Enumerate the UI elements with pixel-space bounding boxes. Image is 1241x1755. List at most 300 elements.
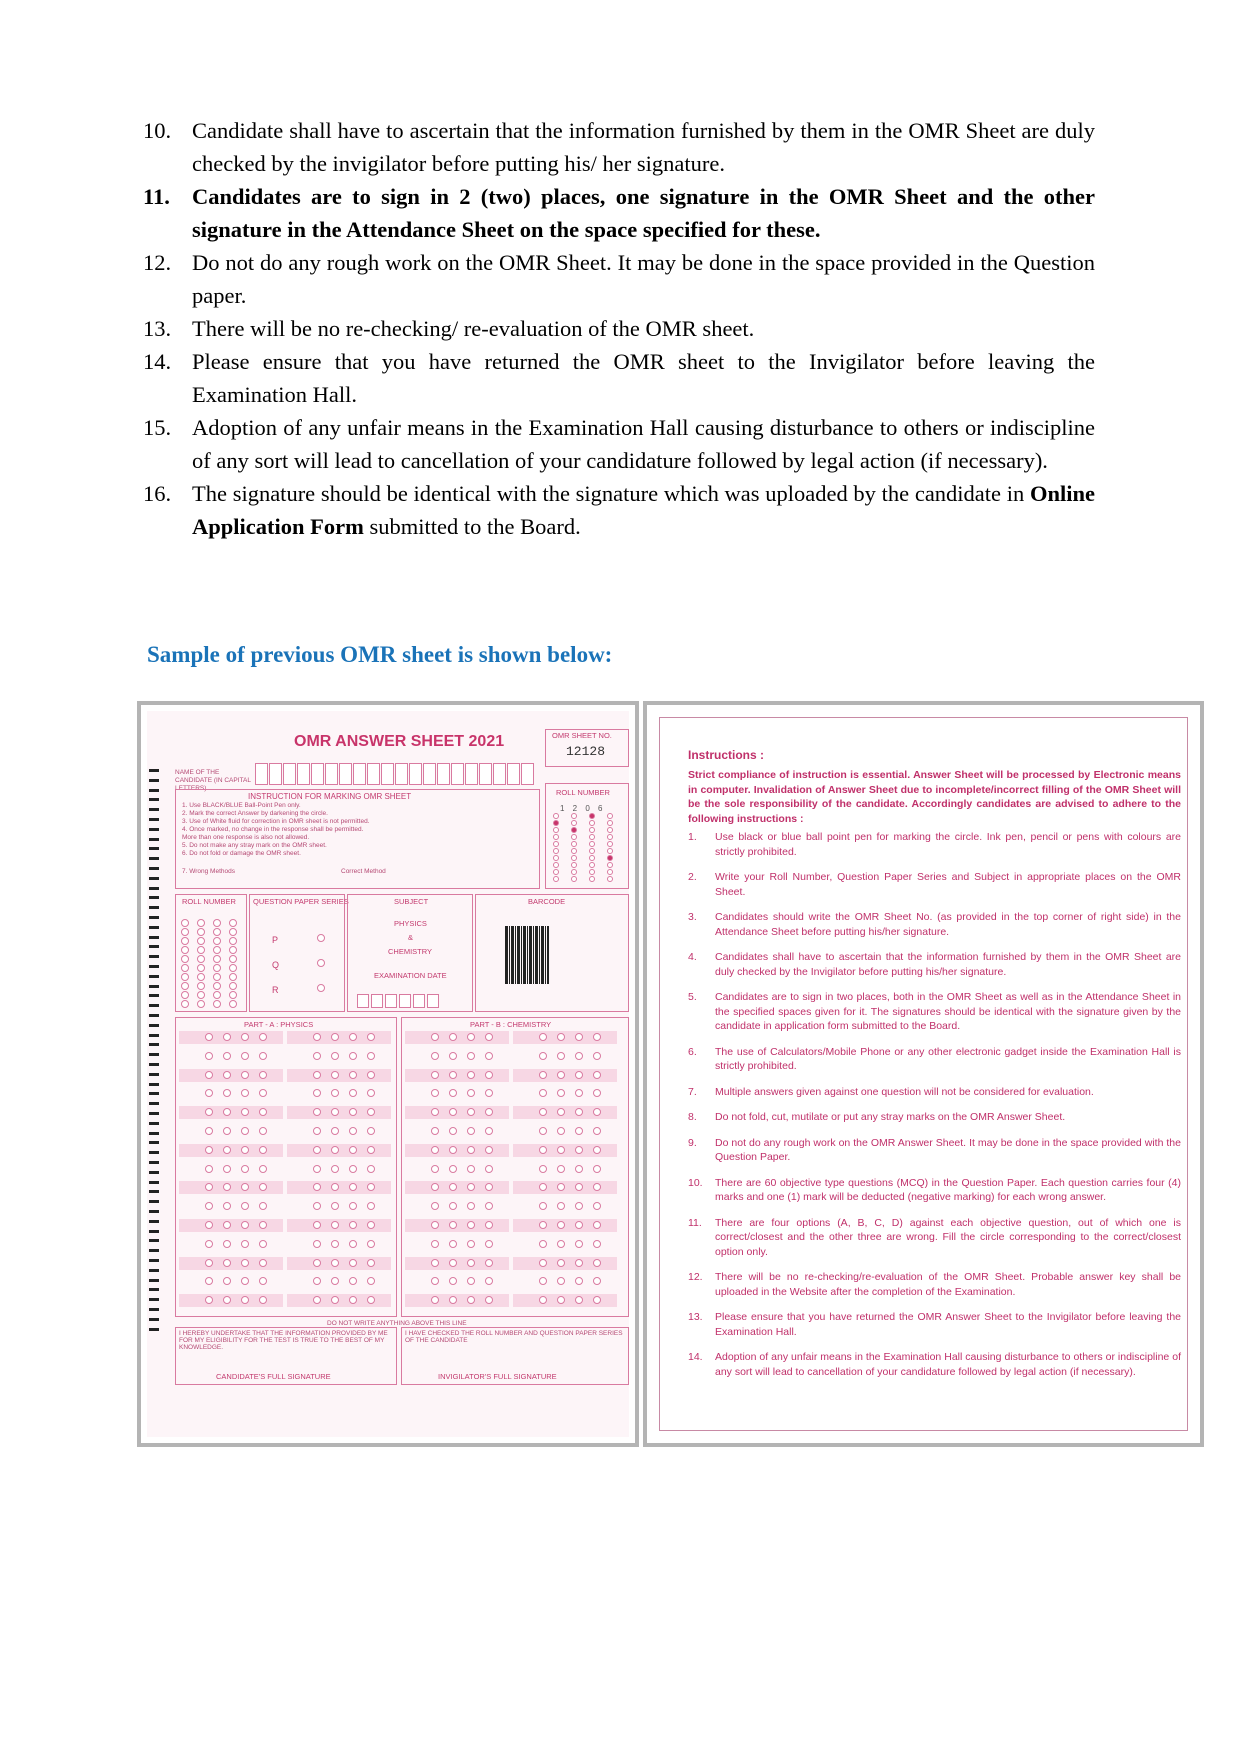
answer-bubble — [467, 1146, 475, 1154]
name-letter-box — [255, 763, 268, 785]
name-letter-box — [325, 763, 338, 785]
barcode-stripe — [509, 926, 510, 984]
answer-row-band — [405, 1069, 509, 1082]
answer-bubble — [485, 1052, 493, 1060]
timing-mark — [149, 1279, 159, 1282]
timing-mark — [149, 1318, 159, 1321]
subject-line: & — [408, 933, 414, 942]
answer-bubble — [467, 1052, 475, 1060]
answer-bubble — [349, 1071, 357, 1079]
marking-instructions-heading: INSTRUCTION FOR MARKING OMR SHEET — [248, 792, 412, 801]
instruction-text-part: submitted to the Board. — [363, 514, 581, 539]
instruction-item-11 — [143, 180, 1095, 246]
answer-bubble — [331, 1240, 339, 1248]
answer-bubble — [349, 1052, 357, 1060]
instruction-item-13 — [143, 312, 1095, 345]
answer-bubble — [431, 1221, 439, 1229]
name-letter-box — [269, 763, 282, 785]
roll-number-bubble — [213, 955, 221, 963]
roll-number-bubble — [213, 937, 221, 945]
answer-bubble — [431, 1240, 439, 1248]
answer-bubble — [223, 1127, 231, 1135]
series-bubble — [317, 959, 325, 967]
marking-instruction-line: 4. Once marked, no change in the response shall be permitted. — [182, 826, 364, 833]
timing-mark — [149, 1132, 159, 1135]
omr-instruction-text: There will be no re-checking/re-evaluation of the OMR Sheet. Probable answer key shall be uploaded in the Website after the completion of the Examination. — [715, 1271, 1181, 1298]
answer-row-band — [287, 1219, 391, 1232]
answer-bubble — [367, 1221, 375, 1229]
roll-example-bubble — [553, 834, 559, 840]
timing-mark — [149, 1073, 159, 1076]
roll-example-bubble — [607, 862, 613, 868]
answer-bubble — [241, 1052, 249, 1060]
timing-mark — [149, 1102, 159, 1105]
timing-mark — [149, 1239, 159, 1242]
answer-row-band — [287, 1144, 391, 1157]
barcode-box — [475, 894, 629, 1012]
answer-bubble — [259, 1071, 267, 1079]
instruction-item-15 — [143, 411, 1095, 477]
answer-bubble — [593, 1221, 601, 1229]
answer-bubble — [241, 1127, 249, 1135]
answer-bubble — [205, 1165, 213, 1173]
answer-bubble — [349, 1165, 357, 1173]
barcode-stripe — [521, 926, 522, 984]
omr-instruction-text: There are four options (A, B, C, D) against each objective question, out of which one is correct/closest and the other three are wrong. Fill the circle corresponding to the correct/closest option only. — [715, 1216, 1181, 1258]
wrong-methods-label: 7. Wrong Methods — [182, 868, 235, 875]
omr-instruction-text: Please ensure that you have returned the OMR Answer Sheet to the Invigilator before leaving the Examination Hall. — [715, 1311, 1181, 1338]
answer-bubble — [539, 1259, 547, 1267]
answer-bubble — [593, 1052, 601, 1060]
answer-bubble — [349, 1033, 357, 1041]
answer-bubble — [367, 1259, 375, 1267]
name-letter-box — [507, 763, 520, 785]
omr-instruction-text: Candidates should write the OMR Sheet No. (as provided in the top corner of right side) in the Attendance Sheet before putting his/her signature. — [715, 911, 1181, 938]
answer-bubble — [259, 1127, 267, 1135]
answer-bubble — [485, 1146, 493, 1154]
omr-instruction-number: 7. — [688, 1085, 697, 1098]
answer-bubble — [557, 1259, 565, 1267]
instruction-number: 15. — [143, 415, 172, 440]
omr-instruction-item — [688, 1110, 1181, 1125]
answer-bubble — [331, 1071, 339, 1079]
answer-row-band — [179, 1069, 283, 1082]
answer-bubble — [241, 1071, 249, 1079]
instruction-number: 14. — [143, 349, 172, 374]
instruction-text: Candidate shall have to ascertain that the information furnished by them in the OMR Sheet are duly checked by the invigilator before putting his/ her signature. — [192, 118, 1095, 176]
timing-mark — [149, 847, 159, 850]
roll-example-bubble — [607, 813, 613, 819]
answer-row-band — [179, 1106, 283, 1119]
answer-bubble — [205, 1240, 213, 1248]
timing-mark — [149, 857, 159, 860]
timing-mark — [149, 945, 159, 948]
timing-mark — [149, 1112, 159, 1115]
answer-bubble — [205, 1127, 213, 1135]
timing-mark — [149, 975, 159, 978]
timing-mark — [149, 985, 159, 988]
omr-instruction-text: There are 60 objective type questions (MCQ) in the Question Paper. Each question carries four (4) marks and one (1) mark will be deducted (negative marking) for each wrong answer. — [715, 1176, 1181, 1203]
roll-number-bubble — [181, 928, 189, 936]
omr-instruction-item — [688, 1216, 1181, 1260]
answer-bubble — [575, 1033, 583, 1041]
roll-example-bubble — [607, 855, 613, 861]
answer-row-band — [513, 1106, 617, 1119]
answer-row-band — [179, 1181, 283, 1194]
roll-number-bubble — [213, 982, 221, 990]
answer-row-band — [287, 1031, 391, 1044]
name-letter-box — [283, 763, 296, 785]
name-letter-box — [493, 763, 506, 785]
timing-mark — [149, 808, 159, 811]
timing-mark — [149, 926, 159, 929]
answer-bubble — [485, 1259, 493, 1267]
timing-mark — [149, 1171, 159, 1174]
timing-mark — [149, 994, 159, 997]
barcode-stripe — [507, 926, 508, 984]
answer-bubble — [331, 1033, 339, 1041]
answer-row-band — [405, 1031, 509, 1044]
answer-bubble — [449, 1221, 457, 1229]
series-option-r: R — [272, 985, 279, 995]
answer-bubble — [431, 1052, 439, 1060]
series-option-q: Q — [272, 960, 280, 970]
answer-row-band — [513, 1069, 617, 1082]
omr-instruction-text: Multiple answers given against one question will not be considered for evaluation. — [715, 1085, 1094, 1098]
omr-instruction-number: 9. — [688, 1136, 697, 1149]
roll-example-bubble — [589, 841, 595, 847]
instruction-number: 13. — [143, 316, 172, 341]
answer-row-band — [405, 1257, 509, 1270]
roll-number-bubble — [197, 973, 205, 981]
timing-mark — [149, 789, 159, 792]
marking-instruction-line: 5. Do not make any stray mark on the OMR sheet. — [182, 842, 327, 849]
answer-bubble — [557, 1221, 565, 1229]
omr-instruction-text: Candidates are to sign in two places, both in the OMR Sheet as well as in the Attendance Sheet in the specified spaces given for it. The signatures should be identical with the signature given by the candidate in application form submitted to the Board. — [715, 991, 1181, 1032]
timing-mark — [149, 877, 159, 880]
omr-instructions-list — [688, 830, 1181, 1390]
barcode-stripe — [545, 926, 546, 984]
omr-title: OMR ANSWER SHEET 2021 — [294, 733, 505, 750]
answer-bubble — [331, 1127, 339, 1135]
answer-bubble — [241, 1033, 249, 1041]
answer-bubble — [467, 1127, 475, 1135]
answer-bubble — [431, 1071, 439, 1079]
answer-bubble — [331, 1221, 339, 1229]
series-bubble — [317, 984, 325, 992]
name-letter-box — [479, 763, 492, 785]
answer-bubble — [449, 1127, 457, 1135]
answer-bubble — [223, 1240, 231, 1248]
roll-example-bubble — [607, 848, 613, 854]
answer-bubble — [313, 1221, 321, 1229]
roll-example-bubble — [571, 869, 577, 875]
answer-bubble — [241, 1240, 249, 1248]
name-letter-box — [339, 763, 352, 785]
timing-mark — [149, 1288, 159, 1291]
name-letter-box — [353, 763, 366, 785]
roll-number-bubble — [197, 982, 205, 990]
omr-instruction-item — [688, 870, 1181, 899]
roll-example-bubble — [589, 876, 595, 882]
timing-mark — [149, 798, 159, 801]
part-b-label: PART - B : CHEMISTRY — [470, 1020, 552, 1029]
roll-number-bubble — [213, 964, 221, 972]
answer-bubble — [539, 1165, 547, 1173]
omr-instruction-item — [688, 1270, 1181, 1299]
answer-bubble — [223, 1052, 231, 1060]
barcode-stripe — [543, 926, 544, 984]
barcode-stripe — [527, 926, 528, 984]
answer-bubble — [205, 1221, 213, 1229]
exam-date-box — [357, 994, 369, 1008]
answer-bubble — [223, 1259, 231, 1267]
omr-instruction-text: Adoption of any unfair means in the Examination Hall causing disturbance to others or indiscipline of any sort will lead to cancellation of your candidature followed by legal action (if necessary). — [715, 1351, 1181, 1378]
answer-bubble — [349, 1221, 357, 1229]
sample-heading: Sample of previous OMR sheet is shown below: — [147, 642, 613, 667]
roll-number-bubble — [229, 946, 237, 954]
timing-mark — [149, 1259, 159, 1262]
timing-mark — [149, 769, 159, 772]
answer-bubble — [593, 1240, 601, 1248]
timing-mark — [149, 1210, 159, 1213]
omr-instruction-number: 4. — [688, 951, 697, 963]
answer-bubble — [259, 1240, 267, 1248]
answer-bubble — [593, 1146, 601, 1154]
answer-bubble — [575, 1052, 583, 1060]
answer-row-band — [179, 1031, 283, 1044]
omr-instruction-item — [688, 910, 1181, 939]
roll-number-bubble — [181, 964, 189, 972]
roll-example-bubble — [589, 848, 595, 854]
answer-bubble — [485, 1127, 493, 1135]
omr-instruction-number: 8. — [688, 1111, 697, 1123]
answer-bubble — [313, 1146, 321, 1154]
timing-mark — [149, 1083, 159, 1086]
timing-mark — [149, 936, 159, 939]
subject-line: PHYSICS — [394, 919, 427, 928]
omr-instruction-item — [688, 1045, 1181, 1074]
roll-number-bubble — [213, 919, 221, 927]
exam-date-box — [399, 994, 411, 1008]
roll-example-bubble — [589, 855, 595, 861]
answer-bubble — [331, 1165, 339, 1173]
omr-answer-sheet-image — [137, 701, 639, 1447]
timing-mark — [149, 838, 159, 841]
answer-bubble — [241, 1221, 249, 1229]
omr-instruction-number: 2. — [688, 871, 697, 883]
roll-number-bubble — [181, 955, 189, 963]
answer-bubble — [449, 1033, 457, 1041]
timing-mark — [149, 1190, 159, 1193]
roll-example-bubble — [607, 827, 613, 833]
roll-number-bubble — [197, 937, 205, 945]
timing-mark — [149, 1151, 159, 1154]
omr-instruction-item — [688, 950, 1181, 979]
answer-bubble — [485, 1071, 493, 1079]
barcode-stripe — [539, 926, 540, 984]
answer-bubble — [575, 1146, 583, 1154]
answer-bubble — [431, 1146, 439, 1154]
barcode-label: BARCODE — [528, 897, 566, 906]
omr-instruction-item — [688, 1176, 1181, 1205]
answer-bubble — [449, 1259, 457, 1267]
answer-bubble — [467, 1033, 475, 1041]
roll-example-bubble — [607, 869, 613, 875]
roll-number-bubble — [229, 973, 237, 981]
instruction-text: Do not do any rough work on the OMR Sheet. It may be done in the space provided in the Question paper. — [192, 250, 1095, 308]
roll-number-bubble — [213, 928, 221, 936]
omr-instruction-text: Do not fold, cut, mutilate or put any stray marks on the OMR Answer Sheet. — [715, 1111, 1066, 1123]
answer-row-band — [405, 1181, 509, 1194]
answer-bubble — [313, 1071, 321, 1079]
roll-number-bubble — [213, 973, 221, 981]
omr-instruction-number: 6. — [688, 1045, 697, 1058]
roll-example-bubble — [553, 876, 559, 882]
answer-bubble — [467, 1259, 475, 1267]
omr-instruction-item — [688, 1085, 1181, 1100]
omr-instruction-item — [688, 1136, 1181, 1165]
answer-bubble — [539, 1221, 547, 1229]
answer-bubble — [557, 1240, 565, 1248]
timing-mark — [149, 1004, 159, 1007]
omr-instruction-text: Do not do any rough work on the OMR Answer Sheet. It may be done in the space provided with the Question Paper. — [715, 1136, 1181, 1163]
instruction-text — [192, 477, 1095, 543]
roll-example-bubble — [589, 869, 595, 875]
timing-mark — [149, 828, 159, 831]
name-letter-box — [451, 763, 464, 785]
name-letter-box — [395, 763, 408, 785]
barcode-stripe — [513, 926, 514, 984]
omr-instruction-item — [688, 1310, 1181, 1339]
answer-bubble — [259, 1052, 267, 1060]
answer-bubble — [349, 1127, 357, 1135]
answer-bubble — [449, 1240, 457, 1248]
timing-mark — [149, 1230, 159, 1233]
answer-bubble — [241, 1259, 249, 1267]
answer-bubble — [575, 1165, 583, 1173]
answer-bubble — [205, 1259, 213, 1267]
answer-bubble — [539, 1052, 547, 1060]
marking-instruction-line: 1. Use BLACK/BLUE Ball-Point Pen only. — [182, 802, 301, 809]
answer-bubble — [539, 1146, 547, 1154]
answer-row-band — [287, 1106, 391, 1119]
instruction-text-part: The signature should be identical with the signature which was uploaded by the candidate in — [192, 481, 1030, 506]
answer-bubble — [259, 1033, 267, 1041]
roll-number-bubble — [229, 982, 237, 990]
roll-number-bubble — [181, 937, 189, 945]
omr-instruction-text: Candidates shall have to ascertain that the information furnished by them in the OMR Sheet are duly checked by the Invigilator before putting his/her signature. — [715, 951, 1181, 978]
answer-bubble — [431, 1033, 439, 1041]
online-application-form-text: Online Application Form — [192, 481, 1095, 539]
series-bubble — [317, 934, 325, 942]
series-option-p: P — [272, 935, 279, 945]
timing-mark — [149, 1024, 159, 1027]
roll-number-bubble — [229, 928, 237, 936]
omr-instruction-number: 5. — [688, 991, 697, 1003]
answer-bubble — [593, 1165, 601, 1173]
timing-mark — [149, 916, 159, 919]
marking-instructions-box — [175, 789, 540, 889]
roll-example-bubble — [589, 834, 595, 840]
answer-row-band — [287, 1294, 391, 1307]
subject-line: CHEMISTRY — [388, 947, 433, 956]
timing-mark — [149, 1053, 159, 1056]
omr-instruction-item — [688, 1350, 1181, 1379]
roll-example-bubble — [571, 827, 577, 833]
answer-bubble — [205, 1146, 213, 1154]
invigilator-signature-label: INVIGILATOR'S FULL SIGNATURE — [438, 1372, 557, 1381]
answer-bubble — [349, 1259, 357, 1267]
candidate-declaration: I HEREBY UNDERTAKE THAT THE INFORMATION PROVIDED BY ME FOR MY ELIGIBILITY FOR THE TEST IS TRUE TO THE BEST OF MY KNOWLEDGE. — [179, 1330, 388, 1351]
roll-example-bubble — [553, 869, 559, 875]
answer-bubble — [485, 1221, 493, 1229]
omr-sheet-no-label: OMR SHEET NO. — [552, 731, 612, 740]
roll-example-bubble — [553, 813, 559, 819]
answer-bubble — [449, 1052, 457, 1060]
roll-example-bubble — [571, 834, 577, 840]
barcode-stripe — [547, 926, 549, 984]
roll-number-bubble — [229, 955, 237, 963]
answer-bubble — [223, 1165, 231, 1173]
answer-bubble — [313, 1165, 321, 1173]
instruction-number: 16. — [143, 481, 172, 506]
question-paper-series-box — [249, 894, 349, 1012]
correct-method-label: Correct Method — [341, 868, 386, 875]
instruction-text: Candidates are to sign in 2 (two) places, one signature in the OMR Sheet and the other signature in the Attendance Sheet on the space specified for these. — [192, 184, 1095, 242]
omr-instruction-number: 10. — [688, 1176, 703, 1189]
answer-bubble — [431, 1259, 439, 1267]
answer-bubble — [367, 1052, 375, 1060]
instruction-item-16 — [143, 477, 1095, 543]
exam-date-box — [427, 994, 439, 1008]
marking-instruction-line: 2. Mark the correct Answer by darkening the circle. — [182, 810, 328, 817]
roll-example-bubble — [553, 848, 559, 854]
omr-instruction-item — [688, 990, 1181, 1034]
roll-number-bubble — [181, 946, 189, 954]
subject-label: SUBJECT — [394, 897, 429, 906]
answer-bubble — [349, 1146, 357, 1154]
invigilator-signature-box — [401, 1327, 629, 1385]
answer-bubble — [223, 1033, 231, 1041]
answer-row-band — [287, 1069, 391, 1082]
timing-mark — [149, 965, 159, 968]
name-letter-box — [423, 763, 436, 785]
answer-bubble — [313, 1052, 321, 1060]
omr-sheet-no-box — [545, 729, 629, 767]
answer-bubble — [449, 1146, 457, 1154]
roll-number-bubble — [181, 1000, 189, 1008]
omr-instructions-title: Instructions : — [688, 748, 765, 762]
answer-bubble — [449, 1071, 457, 1079]
answer-bubble — [557, 1071, 565, 1079]
answer-bubble — [367, 1071, 375, 1079]
answer-row-band — [513, 1219, 617, 1232]
exam-date-box — [385, 994, 397, 1008]
roll-number-bubble — [181, 991, 189, 999]
answer-bubble — [205, 1071, 213, 1079]
roll-example-bubble — [589, 813, 595, 819]
barcode-stripe — [533, 926, 534, 984]
answer-bubble — [241, 1165, 249, 1173]
instruction-item-10 — [143, 114, 1095, 180]
answer-row-band — [405, 1144, 509, 1157]
timing-mark — [149, 1298, 159, 1301]
name-letter-box — [409, 763, 422, 785]
roll-number-bubble — [229, 964, 237, 972]
omr-instruction-text: The use of Calculators/Mobile Phone or any other electronic gadget inside the Examination Hall is strictly prohibited. — [715, 1045, 1181, 1072]
answer-bubble — [539, 1033, 547, 1041]
